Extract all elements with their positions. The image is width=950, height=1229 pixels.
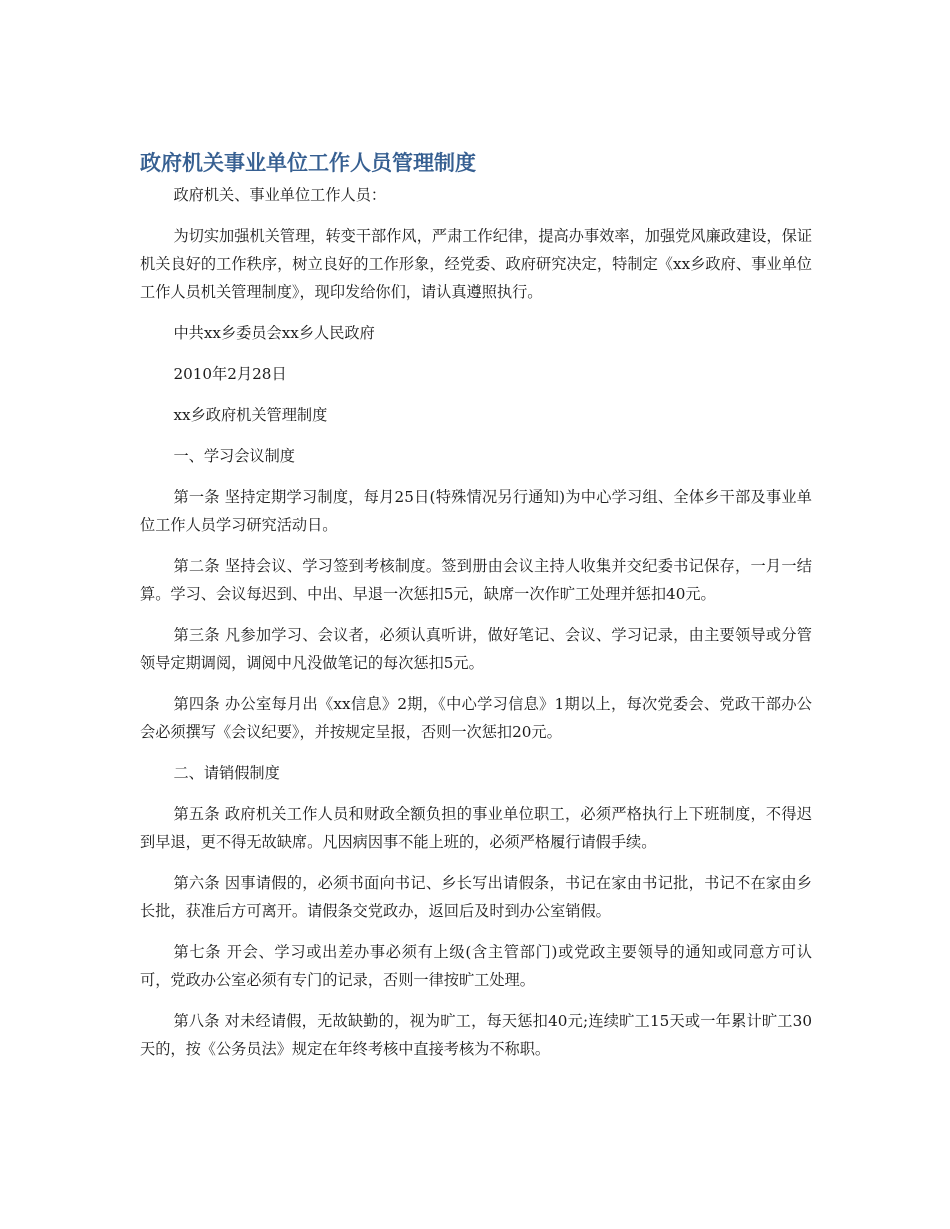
paragraph-salutation: 政府机关、事业单位工作人员： [173, 186, 387, 204]
article-7: 第七条 开会、学习或出差办事必须有上级(含主管部门)或党政主要领导的通知或同意方可认可，党政办公室必须有专门的记录，否则一律按旷工处理。 [140, 943, 812, 989]
document-body [140, 148, 812, 1063]
article-2: 第二条 坚持会议、学习签到考核制度。签到册由会议主持人收集并交纪委书记保存，一月一结算。学习、会议每迟到、中出、早退一次惩扣5元，缺席一次作旷工处理并惩扣40元。 [140, 557, 812, 603]
paragraph-date: 2010年2月28日 [173, 365, 287, 383]
article-8: 第八条 对未经请假，无故缺勤的，视为旷工，每天惩扣40元;连续旷工15天或一年累计旷工30天的，按《公务员法》规定在年终考核中直接考核为不称职。 [140, 1012, 812, 1058]
article-4: 第四条 办公室每月出《xx信息》2期，《中心学习信息》1期以上，每次党委会、党政干部办公会必须撰写《会议纪要》，并按规定呈报，否则一次惩扣20元。 [140, 695, 812, 741]
article-3: 第三条 凡参加学习、会议者，必须认真听讲，做好笔记、会议、学习记录，由主要领导或分管领导定期调阅，调阅中凡没做笔记的每次惩扣5元。 [140, 626, 812, 672]
document-title: 政府机关事业单位工作人员管理制度 [140, 151, 476, 175]
article-1: 第一条 坚持定期学习制度，每月25日(特殊情况另行通知)为中心学习组、全体乡干部及事业单位工作人员学习研究活动日。 [140, 488, 812, 534]
paragraph-issuer: 中共xx乡委员会xx乡人民政府 [173, 324, 375, 342]
article-6: 第六条 因事请假的，必须书面向书记、乡长写出请假条，书记在家由书记批，书记不在家由乡长批，获准后方可离开。请假条交党政办，返回后及时到办公室销假。 [140, 874, 812, 920]
section-heading-leave: 二、请销假制度 [173, 764, 280, 782]
article-5: 第五条 政府机关工作人员和财政全额负担的事业单位职工，必须严格执行上下班制度，不得迟到早退，更不得无故缺席。凡因病因事不能上班的，必须严格履行请假手续。 [140, 805, 812, 851]
section-heading-study-meetings: 一、学习会议制度 [173, 447, 295, 465]
paragraph-subtitle: xx乡政府机关管理制度 [173, 406, 328, 424]
paragraph-intro: 为切实加强机关管理，转变干部作风，严肃工作纪律，提高办事效率，加强党风廉政建设，保证机关良好的工作秩序，树立良好的工作形象，经党委、政府研究决定，特制定《xx乡政府、事业单位工作人员机关管理制度》，现印发给你们，请认真遵照执行。 [140, 227, 812, 301]
